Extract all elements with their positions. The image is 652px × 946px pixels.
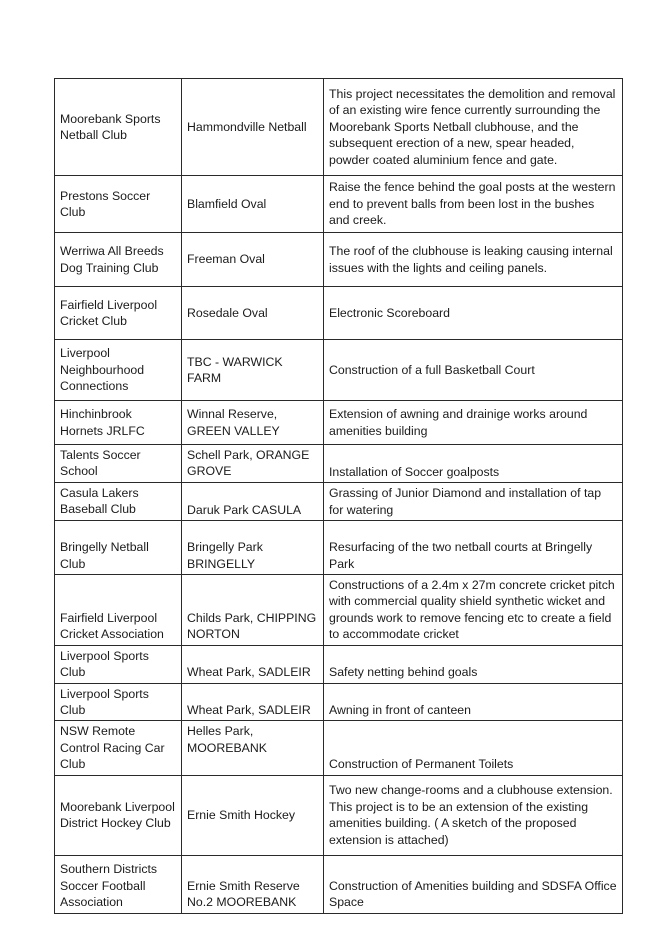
project-cell: Electronic Scoreboard [324,287,623,340]
location-cell: Ernie Smith Hockey [182,775,324,855]
project-cell: The roof of the clubhouse is leaking causing internal issues with the lights and ceiling panels. [324,233,623,287]
club-cell: Moorebank Liverpool District Hockey Club [55,775,182,855]
project-cell: Construction of Amenities building and SDSFA Office Space [324,855,623,913]
location-cell: Hammondville Netball [182,79,324,176]
location-cell: TBC - WARWICK FARM [182,340,324,401]
table-row [55,775,623,855]
location-cell: Ernie Smith Reserve No.2 MOOREBANK [182,855,324,913]
club-cell: Prestons Soccer Club [55,176,182,233]
table-row [55,340,623,401]
table-row [55,855,623,913]
project-cell: Two new change-rooms and a clubhouse extension. This project is to be an extension of the existing amenities building. ( A sketch of the proposed extension is attached) [324,775,623,855]
table-row [55,233,623,287]
table-row [55,645,623,683]
location-cell: Freeman Oval [182,233,324,287]
location-cell: Schell Park, ORANGE GROVE [182,445,324,483]
club-cell: NSW Remote Control Racing Car Club [55,721,182,775]
club-cell: Liverpool Neighbourhood Connections [55,340,182,401]
location-cell: Winnal Reserve, GREEN VALLEY [182,401,324,445]
project-cell: Construction of a full Basketball Court [324,340,623,401]
project-cell: Construction of Permanent Toilets [324,721,623,775]
table-row [55,401,623,445]
table-row [55,721,623,775]
project-cell: Constructions of a 2.4m x 27m concrete cricket pitch with commercial quality shield synthetic wicket and grounds work to remove fencing etc to create a field to accommodate cricket [324,575,623,646]
club-cell: Liverpool Sports Club [55,645,182,683]
location-cell: Daruk Park CASULA [182,483,324,521]
location-cell: Wheat Park, SADLEIR [182,683,324,721]
club-cell: Fairfield Liverpool Cricket Club [55,287,182,340]
club-cell: Casula Lakers Baseball Club [55,483,182,521]
location-cell: Bringelly Park BRINGELLY [182,521,324,575]
table-row [55,176,623,233]
location-cell: Childs Park, CHIPPING NORTON [182,575,324,646]
table-row [55,483,623,521]
table-row [55,79,623,176]
table-row [55,445,623,483]
project-cell: Raise the fence behind the goal posts at the western end to prevent balls from been lost in the bushes and creek. [324,176,623,233]
project-cell: This project necessitates the demolition and removal of an existing wire fence currently surrounding the Moorebank Sports Netball clubhouse, and the subsequent erection of a new, spear headed, powder coated aluminium fence and gate. [324,79,623,176]
grants-table [54,78,623,914]
club-cell: Liverpool Sports Club [55,683,182,721]
location-cell: Helles Park, MOOREBANK [182,721,324,775]
table-row [55,683,623,721]
location-cell: Wheat Park, SADLEIR [182,645,324,683]
club-cell: Werriwa All Breeds Dog Training Club [55,233,182,287]
club-cell: Hinchinbrook Hornets JRLFC [55,401,182,445]
club-cell: Bringelly Netball Club [55,521,182,575]
location-cell: Rosedale Oval [182,287,324,340]
club-cell: Fairfield Liverpool Cricket Association [55,575,182,646]
table-row [55,575,623,646]
club-cell: Talents Soccer School [55,445,182,483]
club-cell: Moorebank Sports Netball Club [55,79,182,176]
project-cell: Extension of awning and drainige works around amenities building [324,401,623,445]
project-cell: Awning in front of canteen [324,683,623,721]
table-row [55,521,623,575]
location-cell: Blamfield Oval [182,176,324,233]
project-cell: Installation of Soccer goalposts [324,445,623,483]
project-cell: Resurfacing of the two netball courts at Bringelly Park [324,521,623,575]
table-row [55,287,623,340]
club-cell: Southern Districts Soccer Football Association [55,855,182,913]
project-cell: Grassing of Junior Diamond and installation of tap for watering [324,483,623,521]
project-cell: Safety netting behind goals [324,645,623,683]
